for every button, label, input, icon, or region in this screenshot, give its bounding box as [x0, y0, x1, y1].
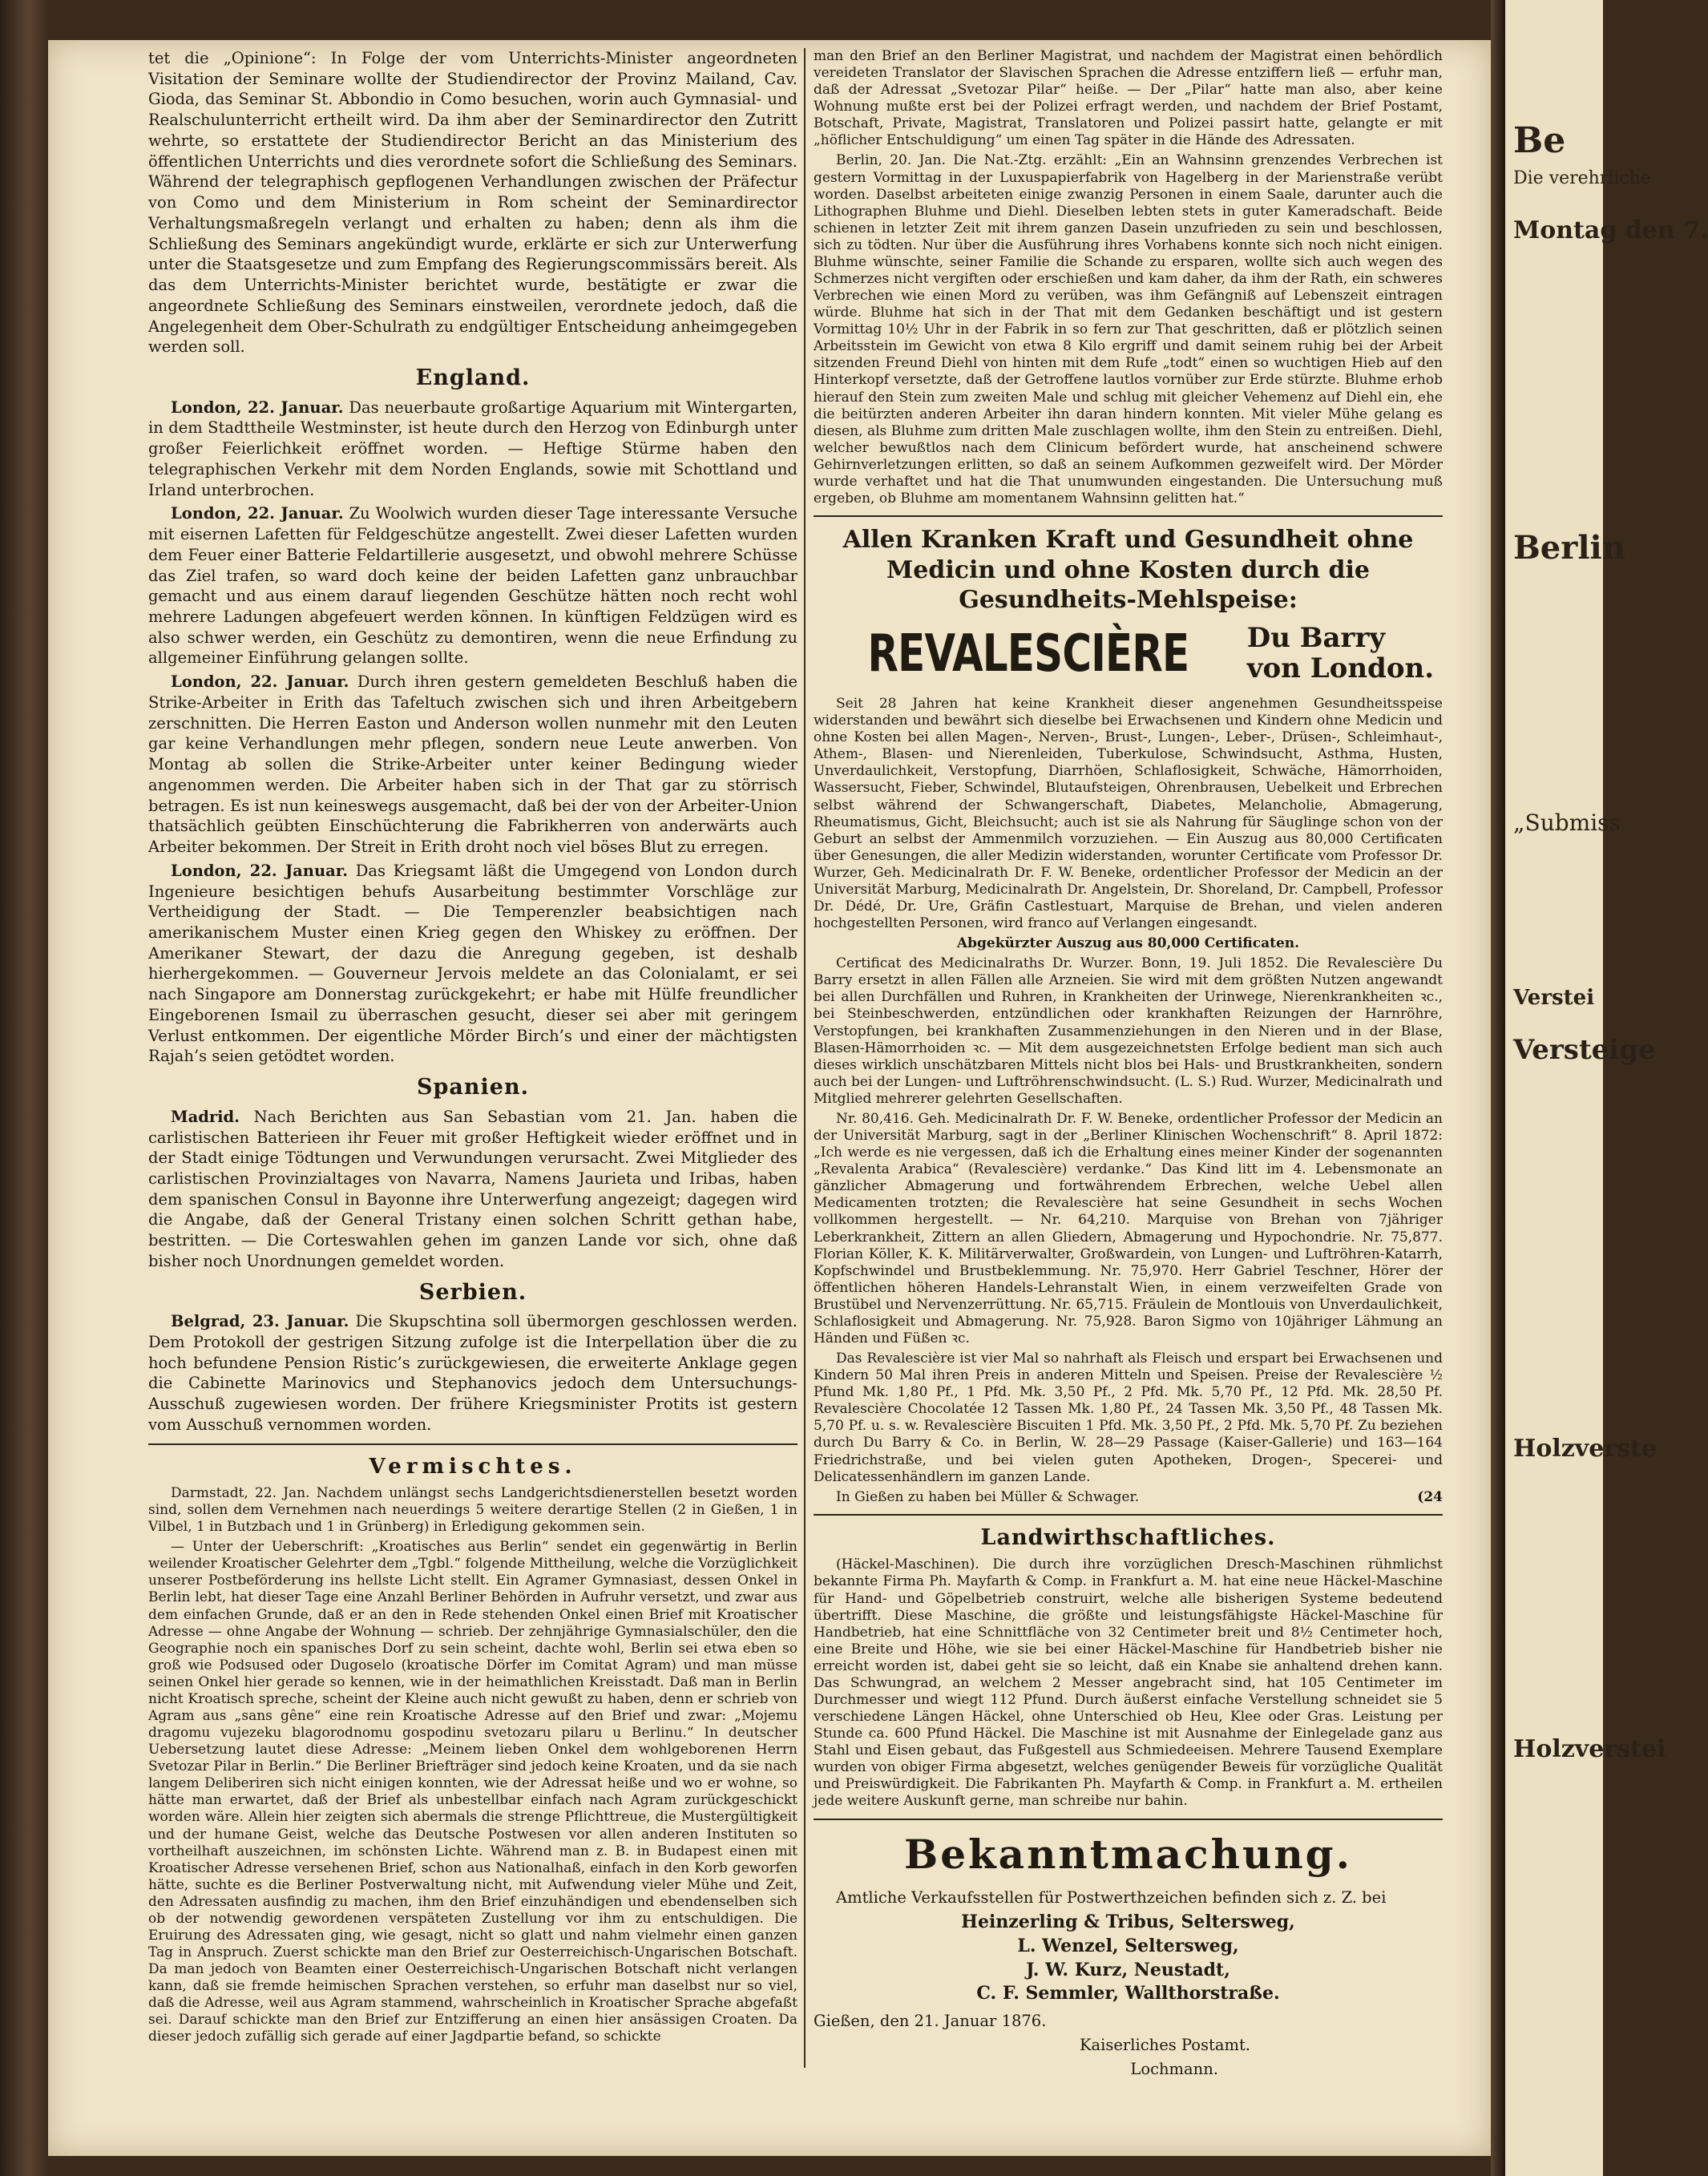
section-heading-spain: Spanien.: [417, 1075, 529, 1100]
page-fold: [1491, 0, 1505, 2176]
right-column: [814, 48, 1443, 2082]
article-italy: tet die „Opinione“: In Folge der vom Unterrichts-Minister angeordneten Visitation der Seminare wollte der Studiendirector der Provinz Mailand, Cav. Gioda, das Seminar St. Abbondio in Como besuchen, worin auch Gymnasial- und Realschulunterricht ertheilt wird. Da ihm aber der Seminardirector den Zutritt wehrte, so erstattete der Studiendirector Bericht an das Ministerium des öffentlichen Unterrichts und dies verordnete sofort die Schließung des Seminars. Während der telegraphisch gepflogenen Verhandlungen zwischen der Präfectur von Como und dem Ministerium in Rom scheint der Seminardirector Verhaltungsmaßregeln verlangt und erhalten zu haben; denn als ihm die Schließung des Seminars angekündigt wurde, erklärte er sich zur Unterwerfung unter die Staatsgesetze und zum Empfang des Regierungscommissärs bereit. Als das dem Unterrichts-Minister berichtet wurde, bestätigte er zwar die angeordnete Schließung des Seminars einstweilen, verordnete jedoch, daß die Angelegenheit dem Ober-Schulrath zu endgültiger Entscheidung anheimgegeben werden soll.: [148, 49, 797, 357]
ad-number: (24: [1417, 1488, 1443, 1505]
ad-text: Nr. 80,416. Geh. Medicinalrath Dr. F. W. Beneke, ordentlicher Professor der Medicin an der Universität Marburg, sagt in der „Berliner Klinischen Wochenschrift“ 8. April 1872: „Ich werde es nie vergessen, daß ich die Erhaltung eines meiner Kinder der sogenannten „Revalenta Arabica“ (Revalescière) verdanke.“ Das Kind litt im 4. Lebensmonate an gänzlicher Abmagerung und fortwährendem Erbrechen, welche Uebel allen Medicamenten trotzten; die Revalescière hat seine Gesundheit in sechs Wochen vollkommen hergestellt. — Nr. 64,210. Marquise von Brehan von 7jähriger Leberkrankheit, Zittern an allen Gliedern, Abmagerung und Hypochondrie. Nr. 75,877. Florian Köller, K. K. Militärverwalter, Großwardein, von Lungen- und Luftröhren-Katarrh, Kopfschwindel und Brustbeklemmung. Nr. 75,970. Herr Gabriel Teschner, Hörer der öffentlichen höheren Handels-Lehranstalt Wien, in einem verzweifelten Grade von Brustübel und Nervenzerrüttung. Nr. 65,715. Fräulein de Montlouis von Unverdaulichkeit, Schlaflosigkeit und Abmagerung. Nr. 75,928. Baron Sigmo von 10jähriger Lähmung an Händen und Füßen ꝛc.: [814, 1110, 1443, 1346]
article-serbia: [148, 1311, 797, 1435]
ad-brand-origin: [1247, 624, 1434, 684]
article-haeckel: (Häckel-Maschinen). Die durch ihre vorzüglichen Dresch-Maschinen rühmlichst bekannte Firma Ph. Mayfarth & Comp. in Frankfurt a. M. hat eine neue Häckel-Maschine für Hand- und Göpelbetrieb construirt, welche alle bisherigen Systeme bedeutend übertrifft. Diese Maschine, die größte und leistungsfähigste Häckel-Maschine für Handbetrieb, hat eine Schnittfläche von 32 Centimeter breit und 8½ Centimeter hoch, eine Breite und Höhe, wie sie bei einer Häckel-Maschine für Handbetrieb bisher nie erreicht worden ist, dabei geht sie so leicht, daß ein Knabe sie anhaltend drehen kann. Das Schwungrad, an welchem 2 Messer angebracht sind, hat 105 Centimeter im Durchmesser und wiegt 112 Pfund. Durch äußerst einfache Verstellung schneidet sie 5 verschiedene Längen Häckel, ohne Unterschied ob Heu, Klee oder Gras. Leistung per Stunde ca. 600 Pfund Häckel. Die Maschine ist mit Ausnahme der Einlegelade ganz aus Stahl und Eisen gebaut, das Fußgestell aus Schmiedeeisen. Mehrere Tausend Exemplare wurden von obiger Firma abgesetzt, welches genügender Beweis für vorzügliche Qualität und Preiswürdigkeit. Die Fabrikanten Ph. Mayfarth & Comp. in Frankfurt a. M. ertheilen jede weitere Auskunft gerne, man schreibe nur bahin.: [814, 1556, 1443, 1810]
ad-text: Das Revalescière ist vier Mal so nahrhaft als Fleisch und erspart bei Erwachsenen und Kindern 50 Mal ihren Preis in anderen Mitteln und Speisen. Preise der Revalescière ½ Pfund Mk. 1,80 Pf., 1 Pfd. Mk. 3,50 Pf., 2 Pfd. Mk. 5,70 Pf., 12 Pfd. Mk. 28,50 Pf. Revalescière Chocolatée 12 Tassen Mk. 1,80 Pf., 24 Tassen Mk. 3,50 Pf., 48 Tassen Mk. 5,70 Pf. u. s. w. Revalescière Biscuiten 1 Pfd. Mk. 3,50 Pf., 2 Pfd. Mk. 5,70 Pf. Zu beziehen durch Du Barry & Co. in Berlin, W. 28—29 Passage (Kaiser-Gallerie) und 163—164 Friedrichstraße, und bei vielen guten Apotheken, Drogen-, Specerei- und Delicatessenhändlern im ganzen Lande.: [814, 1350, 1443, 1485]
article-text: Das neuerbaute großartige Aquarium mit Wintergarten, in dem Stadttheile Westminster, ist heute durch den Herzog von Edinburgh unter großer Feierlichkeit eröffnet worden. — Heftige Stürme haben den telegraphischen Verkehr mit dem Norden Englands, sowie mit Schottland und Irland unterbrochen.: [148, 398, 797, 499]
left-column: [148, 48, 797, 2049]
vermischtes-continued: [814, 48, 1443, 507]
notice-firm: C. F. Semmler, Wallthorstraße.: [976, 1983, 1280, 2004]
article-england: [148, 861, 797, 1067]
article-text: Durch ihren gestern gemeldeten Beschluß haben die Strike-Arbeiter in Erith das Tafeltuch zwischen sich und ihren Arbeitgebern zerschnitten. Die Herren Easton und Anderson wollen nunmehr mit den Leuten gar keine Verhandlungen mehr pflegen, sondern neue Leute anwerben. Von Montag ab sollen die Strike-Arbeiter unter keiner Bedingung wieder angenommen werden. Die Arbeiter haben sich in der That gar zu störrisch betragen. Es ist nun keineswegs ausgemacht, daß bei der von der Arbeiter-Union thatsächlich geübten Einschüchterung die Fabrikherren von anderwärts auch Arbeiter bekommen. Der Streit in Erith droht noch viel böses Blut zu erregen.: [148, 672, 797, 857]
article-england: [148, 503, 797, 668]
next-page-heading: Holzverste: [1513, 1435, 1657, 1463]
divider: [814, 1819, 1443, 1820]
vermischtes-block: [148, 1485, 797, 2046]
next-page-text: Die verehrliche: [1513, 168, 1651, 188]
notice-firm: Heinzerling & Tribus, Seltersweg,: [961, 1912, 1295, 1933]
dateline: London, 22. Januar.: [171, 672, 349, 692]
ad-headline: Allen Kranken Kraft und Gesundheit ohne Medicin und ohne Kosten durch die Gesundheits-Mehlspeise:: [842, 526, 1414, 615]
ad-text: Seit 28 Jahren hat keine Krankheit dieser angenehmen Gesundheitsspeise widerstanden und bewährt sich dieselbe bei Erwachsenen und Kindern ohne Medicin und ohne Kosten bei allen Magen-, Nerven-, Brust-, Lungen-, Leber-, Drüsen-, Schleimhaut-, Athem-, Blasen- und Nierenleiden, Tuberkulose, Schwindsucht, Asthma, Husten, Unverdaulichkeit, Verstopfung, Diarrhöen, Schlaflosigkeit, Schwäche, Hämorrhoiden, Wassersucht, Fieber, Schwindel, Blutaufsteigen, Ohrenbrausen, Uebelkeit und Erbrechen selbst während der Schwangerschaft, Diabetes, Melancholie, Abmagerung, Rheumatismus, Gicht, Bleichsucht; auch ist sie als Nahrung für Säuglinge schon von der Geburt an selbst der Ammenmilch vorzuziehen. — Ein Auszug aus 80,000 Certificaten über Genesungen, die aller Medizin widerstanden, worunter Certificate vom Professor Dr. Wurzer, Geh. Medicinalrath Dr. F. W. Beneke, ordentlicher Professor der Medicin an der Universität Marburg, Medicinalrath Dr. Angelstein, Dr. Shoreland, Dr. Campbell, Professor Dr. Dédé, Dr. Ure, Gräfin Castlestuart, Marquise de Brehan, und vielen anderen hochgestellten Personen, wird franco auf Verlangen eingesandt.: [814, 696, 1443, 932]
ad-body: [814, 696, 1443, 1506]
dateline: Belgrad, 23. Januar.: [171, 1312, 349, 1331]
section-heading-landwirthschaft: Landwirthschaftliches.: [980, 1524, 1276, 1550]
next-page-text: Montag den 7.: [1513, 216, 1708, 244]
dateline: Madrid.: [171, 1107, 240, 1126]
article-england: [148, 398, 797, 501]
section-heading-vermischtes: Vermischtes.: [369, 1454, 577, 1479]
dateline: London, 22. Januar.: [171, 861, 349, 880]
notice-date: Gießen, den 21. Januar 1876.: [814, 2012, 1047, 2031]
article-kroatisches: — Unter der Ueberschrift: „Kroatisches aus Berlin“ sendet ein gegenwärtig in Berlin weilender Kroatischer Gelehrter dem „Tgbl.“ folgende Mittheilung, welche die Vorzüglichkeit unserer Postbeförderung ins hellste Licht stellt. Ein Agramer Gymnasiast, dessen Onkel in Berlin lebt, hat dieser Tage eine Anzahl Berliner Behörden in Aufruhr versetzt, und zwar aus dem einfachen Grunde, daß er an den in Rede stehenden Onkel einen Brief mit Kroatischer Adresse — ohne Angabe der Wohnung — schrieb. Der zehnjährige Gymnasialschüler, den die Geographie noch ein spanisches Dorf zu sein scheint, dachte wohl, Berlin sei etwa eben so groß wie Podsused oder Dugoselo (kroatische Dörfer im Comitat Agram) und man müsse seinen Onkel hier gerade so kennen, wie in der heimathlichen Kreisstadt. Daß man in Berlin nicht Kroatisch spreche, scheint der Kleine auch nicht gewußt zu haben, denn er schrieb von Agram aus „sans gêne“ eine rein Kroatische Adresse auf den Brief und zwar: „Mojemu dragomu vujezeku blagorodnomu gospodinu svetozaru pilaru u Berlinu.“ In deutscher Uebersetzung lautet diese Adresse: „Meinem lieben Onkel dem wohlgeborenen Herrn Svetozar Pilar in Berlin.“ Die Berliner Briefträger sind jedoch keine Kroaten, und da sie nach langem Deliberiren sich nicht einigen konnten, wie der Adressat heiße und wo er wohne, so hätte man erwartet, daß der Brief als unbestellbar einfach nach Agram zurückgeschickt worden wäre. Allein hier zeigten sich abermals die strenge Pflichttreue, die Mustergültigkeit und der humane Geist, welche das Deutsche Postwesen vor allen anderen Instituten so vortheilhaft auszeichnen, im schönsten Lichte. Während man z. B. in Budapest einen mit Kroatischer Adresse versehenen Brief, schon aus Nationalhaß, einfach in den Korb geworfen hätte, suchte es die Berliner Postverwaltung nicht, mit Aufwendung vieler Mühe und Zeit, den Adressaten ausfindig zu machen, ihm den Brief einzuhändigen und ebendenselben sich ob der notwendig gewordenen verspäteten Zustellung vor ihm zu entschuldigen. Die Eruirung des Adressaten ging, wie gesagt, nicht so glatt und nahm vielmehr einen ganzen Tag in Anspruch. Zuerst schickte man den Brief zur Oesterreichisch-Ungarischen Botschaft. Da man jedoch von Beamten einer Oesterreichisch-Ungarischen Botschaft nicht verlangen kann, daß sie fremde heimischen Sprachen verstehen, so erfuhr man daselbst nur so viel, daß die Adresse, weil aus Agram stammend, wahrscheinlich in Kroatischer Sprache abgefaßt sei. Darauf schickte man den Brief zur Entzifferung an einen hier ansässigen Croaten. Da dieser jedoch zufällig sich gerade auf einer Jagdpartie befand, so schickte: [148, 1539, 797, 2045]
article-darmstadt: Darmstadt, 22. Jan. Nachdem unlängst sechs Landgerichtsdienerstellen besetzt worden sind, sollen dem Vernehmen nach neuerdings 5 weitere derartige Stellen (2 in Gießen, 1 in Vilbel, 1 in Butzbach und 1 in Grünberg) in Erledigung gekommen sein.: [148, 1484, 797, 1536]
dateline: London, 22. Januar.: [171, 504, 344, 523]
next-page-heading: Holzverstei: [1513, 1735, 1666, 1763]
divider: [814, 515, 1443, 517]
notice-signature: Kaiserliches Postamt.: [1079, 2035, 1250, 2054]
next-page-heading: Be: [1513, 120, 1566, 161]
dateline: London, 22. Januar.: [171, 398, 344, 417]
ad-text: Certificat des Medicinalraths Dr. Wurzer. Bonn, 19. Juli 1852. Die Revalescière Du Barry ersetzt in allen Fällen alle Arzneien. Sie wird mit dem größten Nutzen angewandt bei allen Durchfällen und Ruhren, in Krankheiten der Urinwege, Nierenkrankheiten ꝛc., bei Steinbeschwerden, entzündlichen oder krankhaften Reizungen der Harnröhre, Verstopfungen, bei krankhaften Zusammenziehungen in den Nieren und in der Blase, Blasen-Hämorrhoiden ꝛc. — Mit dem ausgezeichnetsten Erfolge bedient man sich auch dieses wirklich unschätzbaren Mittels nicht blos bei Hals- und Brustkrankheiten, sondern auch bei der Lungen- und Luftröhrenschwindsucht. (L. S.) Rud. Wurzer, Medicinalrath und Mitglied mehrerer gelehrten Gesellschaften.: [814, 955, 1443, 1107]
notice-signatory: Lochmann.: [1130, 2059, 1218, 2078]
ad-brand: [814, 620, 1443, 688]
adjacent-page-edge: [1505, 0, 1708, 2176]
section-heading-serbia: Serbien.: [418, 1279, 527, 1305]
notice-intro: Amtliche Verkaufsstellen für Postwerthzeichen befinden sich z. Z. bei: [836, 1887, 1387, 1907]
notice-heading: Bekanntmachung.: [903, 1830, 1353, 1878]
next-page-heading: Berlin: [1513, 529, 1625, 567]
ad-brand-line: von London.: [1246, 652, 1435, 684]
ad-text: [814, 1489, 1443, 1506]
article-text: Nach Berichten aus San Sebastian vom 21. Jan. haben die carlistischen Batterieen ihr Feuer mit großer Heftigkeit wieder eröffnet und in der Stadt einige Tödtungen und Verwundungen verursacht. Zwei Mitglieder des carlistischen Provinzialtages von Navarra, Namens Jaurieta und Iribas, haben dem spanischen Consul in Bayonne ihre Unterwerfung angezeigt; dagegen wird die Angabe, daß der General Tristany einen solchen Schritt gethan habe, bestritten. — Die Corteswahlen gehen im ganzen Lande vor sich, ohne daß bisher noch Unordnungen gemeldet worden.: [148, 1107, 797, 1270]
column-rule: [804, 48, 806, 2068]
article-text: Die Skupschtina soll übermorgen geschlossen werden. Dem Protokoll der gestrigen Sitzung zufolge ist die Interpellation über die zu hoch befundene Pension Ristic’s zurückgewiesen, die erweiterte Anklage gegen die Cabinette Marinovics und Stephanovics jedoch dem Untersuchungs-Ausschuß zugewiesen worden. Der frühere Kriegsminister Protits ist gestern vom Ausschuß vernommen worden.: [148, 1312, 798, 1434]
ad-brand-name: REVALESCIÈRE: [867, 624, 1189, 684]
notice-firm: J. W. Kurz, Neustadt,: [1026, 1959, 1230, 1980]
ad-brand-line: Du Barry: [1246, 622, 1386, 655]
book-binding: [0, 0, 48, 2176]
article-text: Das Kriegsamt läßt die Umgegend von London durch Ingenieure besichtigen behufs Ausarbeitung bestimmter Vorschläge zur Vertheidigung der Stadt. — Die Temperenzler beabsichtigen nach amerikanischem Muster einen Krieg gegen den Whiskey zu eröffnen. Der Amerikaner Stewart, der dazu die Anregung gegeben, ist deshalb hierhergekommen. — Gouverneur Jervois meldete an das Colonialamt, er sei nach Singapore am Donnerstag zurückgekehrt; er habe mit Hülfe freundlicher Eingeborenen Ismail zu überraschen gesucht, dieser sei aber mit geringem Verlust entkommen. Der eigentliche Mörder Birch’s und einer der mächtigsten Rajah’s seien getödtet worden.: [148, 861, 797, 1066]
divider: [814, 1514, 1443, 1516]
ad-subheading: Abgekürzter Auszug aus 80,000 Certificaten.: [956, 935, 1300, 952]
article-england: [148, 672, 797, 858]
next-page-text: Verstei: [1513, 986, 1595, 1010]
divider: [148, 1443, 797, 1445]
landwirthschaft-block: [814, 1556, 1443, 1810]
section-heading-england: England.: [415, 365, 531, 391]
article-spain: [148, 1107, 797, 1272]
article-berlin: Berlin, 20. Jan. Die Nat.-Ztg. erzählt: „Ein an Wahnsinn grenzendes Verbrechen ist gestern Vormittag in der Luxuspapierfabrik von Hagelberg in der Marienstraße verübt worden. Daselbst arbeiteten einige zwanzig Personen in einem Saale, darunter auch die Lithographen Bluhme und Diehl. Dieselben lebten stets in guter Kameradschaft. Beide schienen in letzter Zeit mit ihrem ganzen Dasein unzufrieden zu sein und beschlossen, sich zu tödten. Nur über die Ausführung ihres Vorhabens konnte sich noch nicht einigen. Bluhme wünschte, seiner Familie die Schande zu ersparen, wollte sich auch wegen des Schmerzes nicht vergiften oder erschießen und kam daher, da ihm der Rath, ein schweres Verbrechen wie einen Mord zu verüben, was ihm Gefängniß auf Lebenszeit eintragen würde. Bluhme hat sich in der That mit dem Gedanken beschäftigt und ist gestern Vormittag 10½ Uhr in der Fabrik in so fern zur That geschritten, daß er plötzlich seinen Arbeitsstein im Gewicht von etwa 8 Kilo ergriff und damit seinem ruhig bei der Arbeit sitzenden Freund Diehl von hinten mit dem Rufe „todt“ einen so wuchtigen Hieb auf den Hinterkopf versetzte, daß der Getroffene lautlos vornüber zur Erde stürzte. Bluhme erhob hierauf den Stein zum zweiten Male und schlug mit gleicher Vehemenz auf Diehl ein, ehe die beitürzten anderen Arbeiter ihn daran hindern konnten. Mit vieler Mühe gelang es diesen, als Bluhme zum dritten Male zuschlagen wollte, ihm den Stein zu entreißen. Diehl, welcher bewußtlos nach dem Clinicum befördert wurde, hat anscheinend schwere Gehirnverletzungen erlitten, so daß an seinem Aufkommen gezweifelt wird. Der Mörder wurde verhaftet und hat die That unumwunden eingestanden. Die Untersuchung muß ergeben, ob Bluhme am momentanem Wahnsinn gelitten hat.“: [814, 152, 1443, 507]
next-page-heading: Versteige: [1513, 1034, 1656, 1066]
next-page-text: „Submiss: [1513, 809, 1621, 836]
article-text: Zu Woolwich wurden dieser Tage interessante Versuche mit eisernen Lafetten für Feldgeschütze angestellt. Zwei dieser Lafetten wurden dem Feuer einer Batterie Feldartillerie ausgesetzt, und obwohl mehrere Schüsse das Ziel trafen, so ward doch keine der beiden Lafetten ganz unbrauchbar gemacht und aus einem darauf liegenden Geschütze hätten noch recht wohl mehrere Ladungen abgefeuert werden können. In künftigen Feldzügen wird es also schwer werden, ein Geschütz zu demontiren, wenn die neue Erfindung zu allgemeiner Einführung gelangen sollte.: [148, 504, 797, 668]
notice-firm: L. Wenzel, Seltersweg,: [1017, 1935, 1239, 1956]
ad-dealer: In Gießen zu haben bei Müller & Schwager.: [836, 1488, 1140, 1505]
article-kroatisches-cont: man den Brief an den Berliner Magistrat, und nachdem der Magistrat einen behördlich vereideten Translator der Slavischen Sprachen die Adresse entziffern ließ — erfuhr man, daß der Adressat „Svetozar Pilar“ heiße. — Der „Pilar“ hatte man also, aber keine Wohnung mußte erst bei der Polizei erfragt werden, und nachdem der Brief Postamt, Botschaft, Private, Magistrat, Translatoren und Polizei passirt hatte, gelangte er mit „höflicher Entschuldigung“ um einen Tag später in die Hände des Adressaten.: [814, 48, 1443, 149]
